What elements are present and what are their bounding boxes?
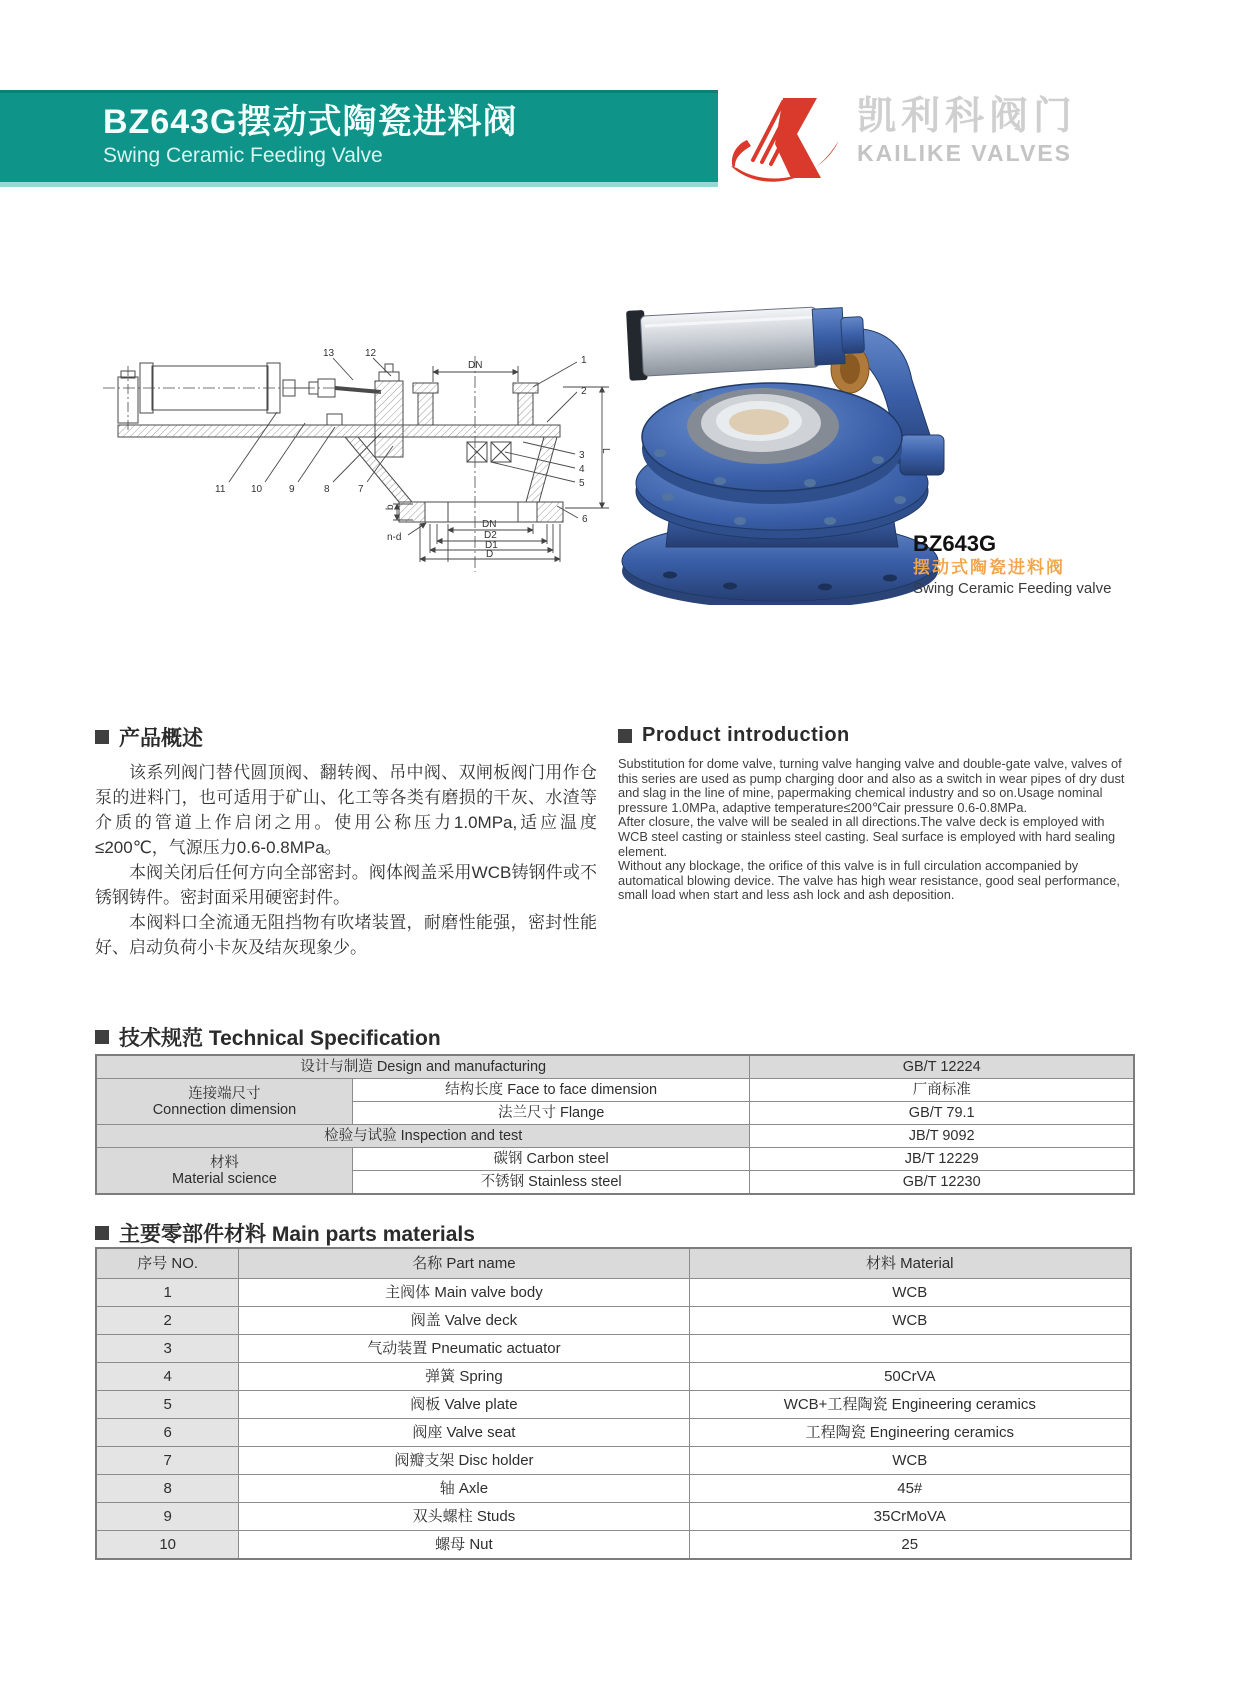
overview-paragraph: 该系列阀门替代圆顶阀、翻转阀、吊中阀、双闸板阀门用作仓泵的进料门，也可适用于矿山、化工等各类有磨损的干灰、水渣等介质的管道上作启闭之用。使用公称压力1.0MPa,适应温度≤200℃，气源压力0.6-0.8MPa。	[95, 763, 597, 857]
spec-material-en: Material science	[172, 1170, 277, 1187]
part-name: 气动装置 Pneumatic actuator	[239, 1335, 689, 1363]
title-banner	[0, 90, 718, 182]
photo-caption-zh: 摆动式陶瓷进料阀	[913, 558, 1065, 577]
spec-flange-value: GB/T 79.1	[750, 1102, 1134, 1125]
part-material: WCB+工程陶瓷 Engineering ceramics	[689, 1391, 1131, 1419]
photo-caption-model: BZ643G	[913, 531, 997, 556]
table-row	[96, 1079, 1134, 1102]
table-row	[96, 1055, 1134, 1079]
spec-connection-zh: 连接端尺寸	[188, 1085, 261, 1102]
part-name: 主阀体 Main valve body	[239, 1279, 689, 1307]
drawing-callout: 11	[215, 484, 226, 495]
technical-drawing	[95, 330, 615, 580]
part-no: 7	[96, 1447, 239, 1475]
drawing-callout: 1	[581, 355, 587, 366]
brand-name-en: KAILIKE VALVES	[857, 140, 1072, 166]
col-header-no: 序号 NO.	[96, 1248, 239, 1279]
kailike-logo-mark	[723, 86, 843, 192]
spec-design-value: GB/T 12224	[750, 1055, 1134, 1079]
tech-spec-table	[95, 1054, 1135, 1195]
spec-carbon-value: JB/T 12229	[750, 1148, 1134, 1171]
spec-f2f-label: 结构长度 Face to face dimension	[352, 1079, 750, 1102]
dim-label-l: L	[600, 448, 611, 454]
part-no: 5	[96, 1391, 239, 1419]
parts-heading-text: 主要零部件材料 Main parts materials	[119, 1223, 475, 1246]
drawing-callout: 4	[579, 464, 585, 475]
table-row	[96, 1503, 1131, 1531]
part-name: 阀盖 Valve deck	[239, 1307, 689, 1335]
overview-heading-text: 产品概述	[119, 727, 203, 750]
parts-heading	[95, 1218, 475, 1248]
spec-carbon-label: 碳钢 Carbon steel	[352, 1148, 750, 1171]
dim-label-dn-bottom: DN	[482, 519, 497, 530]
part-name: 阀瓣支架 Disc holder	[239, 1447, 689, 1475]
spec-connection-en: Connection dimension	[152, 1101, 297, 1118]
photo-caption	[913, 531, 1143, 598]
overview-paragraph: 本阀料口全流通无阻挡物有吹堵装置，耐磨性能强，密封性能好、启动负荷小卡灰及结灰现象少。	[95, 913, 597, 957]
introduction-heading	[618, 724, 1130, 747]
square-bullet-icon	[618, 729, 632, 743]
spec-flange-label: 法兰尺寸 Flange	[352, 1102, 750, 1125]
drawing-callout: 5	[579, 478, 585, 489]
table-row	[96, 1148, 1134, 1171]
square-bullet-icon	[95, 1226, 109, 1240]
part-no: 2	[96, 1307, 239, 1335]
table-row	[96, 1391, 1131, 1419]
page-subtitle: Swing Ceramic Feeding Valve	[103, 144, 383, 167]
part-material	[689, 1335, 1131, 1363]
part-material: 25	[689, 1531, 1131, 1560]
spec-connection-label	[96, 1079, 352, 1125]
introduction-paragraph: Substitution for dome valve, turning valve hanging valve and double-gate valve, valves of this series are used as pump charging door and also as a switch in wear pipes of dry dust and slag in the line of mine, papermaking chemical industry and so on.Usage nominal pressure 1.0MPa, adaptive temperature≤200℃air pressure 0.6-0.8MPa.	[618, 756, 1125, 815]
part-no: 10	[96, 1531, 239, 1560]
square-bullet-icon	[95, 1030, 109, 1044]
part-name: 阀板 Valve plate	[239, 1391, 689, 1419]
dim-label-b: b	[385, 504, 396, 510]
spec-stainless-label: 不锈钢 Stainless steel	[352, 1171, 750, 1195]
spec-material-zh: 材料	[209, 1154, 239, 1171]
table-row	[96, 1363, 1131, 1391]
brand-text-block	[857, 86, 1077, 166]
part-material: 工程陶瓷 Engineering ceramics	[689, 1419, 1131, 1447]
part-name: 螺母 Nut	[239, 1531, 689, 1560]
drawing-callout: 12	[365, 348, 377, 359]
part-material: 35CrMoVA	[689, 1503, 1131, 1531]
col-header-name: 名称 Part name	[239, 1248, 689, 1279]
part-no: 3	[96, 1335, 239, 1363]
part-material: WCB	[689, 1447, 1131, 1475]
square-bullet-icon	[95, 730, 109, 744]
parts-table	[95, 1247, 1132, 1560]
section-introduction	[618, 724, 1130, 903]
spec-inspection-label: 检验与试验 Inspection and test	[96, 1125, 750, 1148]
spec-f2f-value: 厂商标准	[750, 1079, 1134, 1102]
drawing-callout: 6	[582, 514, 588, 525]
drawing-callout: 3	[579, 450, 585, 461]
brand-logo	[723, 86, 1143, 196]
spec-material-label	[96, 1148, 352, 1195]
drawing-callout: 9	[289, 484, 295, 495]
part-name: 弹簧 Spring	[239, 1363, 689, 1391]
introduction-paragraph: Without any blockage, the orifice of this valve is in full circulation accompanied by automatical blowing device. The valve has high wear resistance, good seal performance, small load when start and less ash lock and ash deposition.	[618, 858, 1120, 903]
part-material: 50CrVA	[689, 1363, 1131, 1391]
drawing-callout: 2	[581, 386, 587, 397]
table-header-row	[96, 1248, 1131, 1279]
part-material: 45#	[689, 1475, 1131, 1503]
table-row	[96, 1419, 1131, 1447]
part-no: 9	[96, 1503, 239, 1531]
part-no: 4	[96, 1363, 239, 1391]
drawing-callout: 10	[251, 484, 263, 495]
table-row	[96, 1447, 1131, 1475]
tech-spec-heading	[95, 1022, 441, 1052]
dim-label-dn-top: DN	[468, 360, 483, 371]
table-row	[96, 1531, 1131, 1560]
part-name: 阀座 Valve seat	[239, 1419, 689, 1447]
introduction-paragraph: After closure, the valve will be sealed in all directions.The valve deck is employed with WCB steel casting or stainless steel casting. Seal surface is employed with hard sealing element.	[618, 814, 1116, 859]
part-material: WCB	[689, 1279, 1131, 1307]
section-overview	[95, 722, 597, 960]
banner-underline	[0, 182, 718, 187]
part-material: WCB	[689, 1307, 1131, 1335]
table-row	[96, 1307, 1131, 1335]
brand-name-zh: 凯利科阀门	[857, 95, 1078, 138]
spec-design-label: 设计与制造 Design and manufacturing	[96, 1055, 750, 1079]
drawing-callout: 13	[323, 348, 335, 359]
part-no: 8	[96, 1475, 239, 1503]
col-header-material: 材料 Material	[689, 1248, 1131, 1279]
overview-paragraph: 本阀关闭后任何方向全部密封。阀体阀盖采用WCB铸钢件或不锈钢铸件。密封面采用硬密封件。	[95, 863, 597, 907]
dim-label-d1: D1	[485, 540, 498, 551]
overview-heading	[95, 722, 597, 752]
spec-stainless-value: GB/T 12230	[750, 1171, 1134, 1195]
dim-label-d2: D2	[484, 530, 497, 541]
part-no: 6	[96, 1419, 239, 1447]
page-title: BZ643G摆动式陶瓷进料阀	[103, 103, 518, 141]
part-no: 1	[96, 1279, 239, 1307]
dim-label-d: D	[486, 549, 494, 560]
table-row	[96, 1279, 1131, 1307]
drawing-callout: 7	[358, 484, 364, 495]
introduction-heading-text: Product introduction	[642, 724, 850, 746]
drawing-callout: 8	[324, 484, 330, 495]
table-row	[96, 1475, 1131, 1503]
photo-caption-en: Swing Ceramic Feeding valve	[913, 580, 1112, 597]
dim-label-nd: n-d	[387, 532, 402, 543]
part-name: 双头螺柱 Studs	[239, 1503, 689, 1531]
table-row	[96, 1125, 1134, 1148]
tech-spec-heading-text: 技术规范 Technical Specification	[119, 1027, 441, 1050]
part-name: 轴 Axle	[239, 1475, 689, 1503]
table-row	[96, 1335, 1131, 1363]
spec-inspection-value: JB/T 9092	[750, 1125, 1134, 1148]
